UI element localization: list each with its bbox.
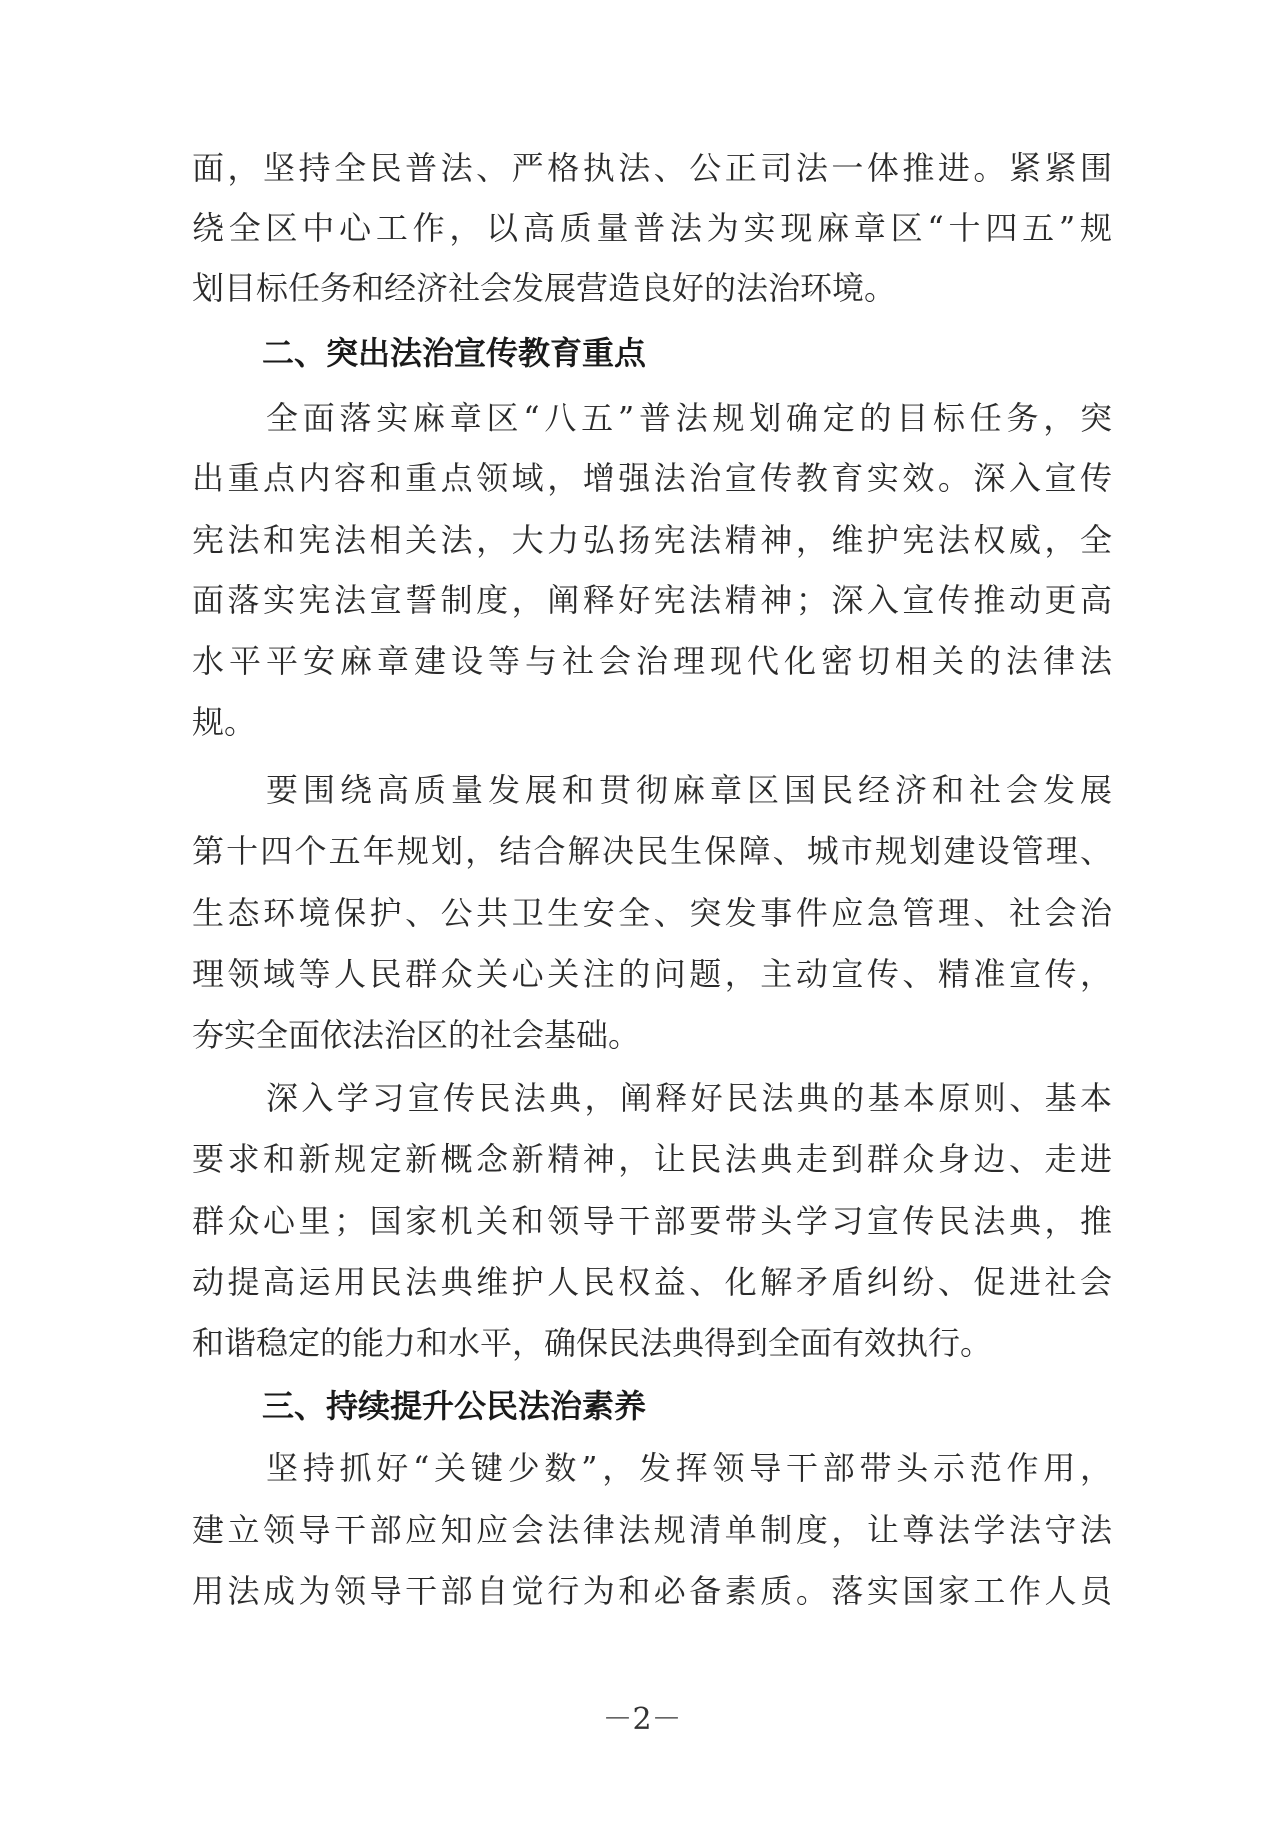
- paragraph-line: 出重点内容和重点领域，增强法治宣传教育实效。深入宣传: [192, 459, 1112, 497]
- section-heading: 二、突出法治宣传教育重点: [262, 334, 647, 372]
- paragraph-line: 深入学习宣传民法典，阐释好民法典的基本原则、基本: [266, 1079, 1112, 1117]
- paragraph-line: 全面落实麻章区“八五”普法规划确定的目标任务，突: [266, 399, 1112, 437]
- paragraph-line: 动提高运用民法典维护人民权益、化解矛盾纠纷、促进社会: [192, 1263, 1112, 1301]
- section-heading: 三、持续提升公民法治素养: [262, 1387, 647, 1425]
- paragraph-line: 第十四个五年规划，结合解决民生保障、城市规划建设管理、: [192, 832, 1112, 870]
- paragraph-line: 理领域等人民群众关心关注的问题，主动宣传、精准宣传，: [192, 955, 1112, 993]
- paragraph-line: 建立领导干部应知应会法律法规清单制度，让尊法学法守法: [192, 1511, 1112, 1549]
- paragraph-line: 生态环境保护、公共卫生安全、突发事件应急管理、社会治: [192, 894, 1112, 932]
- paragraph-line: 群众心里；国家机关和领导干部要带头学习宣传民法典，推: [192, 1202, 1112, 1240]
- paragraph-line: 规。: [192, 703, 257, 741]
- paragraph-line: 划目标任务和经济社会发展营造良好的法治环境。: [192, 269, 897, 307]
- paragraph-line: 面，坚持全民普法、严格执法、公正司法一体推进。紧紧围: [192, 149, 1112, 187]
- paragraph-line: 宪法和宪法相关法，大力弘扬宪法精神，维护宪法权威，全: [192, 521, 1112, 559]
- paragraph-line: 要求和新规定新概念新精神，让民法典走到群众身边、走进: [192, 1140, 1112, 1178]
- paragraph-line: 夯实全面依法治区的社会基础。: [192, 1016, 641, 1054]
- paragraph-line: 水平平安麻章建设等与社会治理现代化密切相关的法律法: [192, 642, 1112, 680]
- paragraph-line: 面落实宪法宣誓制度，阐释好宪法精神；深入宣传推动更高: [192, 581, 1112, 619]
- paragraph-line: 用法成为领导干部自觉行为和必备素质。落实国家工作人员: [192, 1572, 1112, 1610]
- paragraph-line: 要围绕高质量发展和贯彻麻章区国民经济和社会发展: [266, 771, 1112, 809]
- paragraph-line: 坚持抓好“关键少数”，发挥领导干部带头示范作用，: [266, 1449, 1112, 1487]
- paragraph-line: 和谐稳定的能力和水平，确保民法典得到全面有效执行。: [192, 1324, 993, 1362]
- page-number: －2－: [602, 1702, 682, 1737]
- paragraph-line: 绕全区中心工作，以高质量普法为实现麻章区“十四五”规: [192, 209, 1112, 247]
